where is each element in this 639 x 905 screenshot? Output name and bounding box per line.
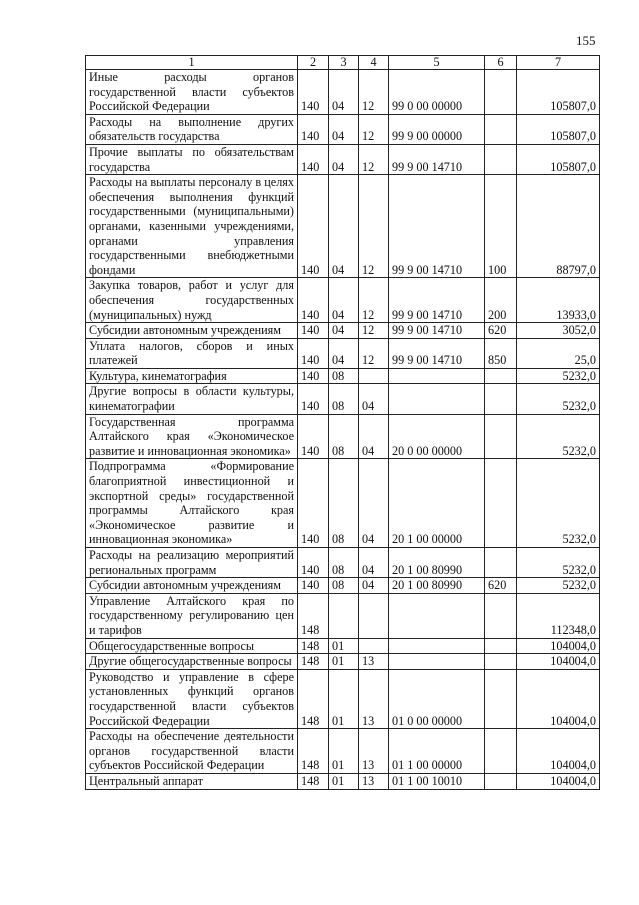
cell-c7: 105807,0 bbox=[517, 144, 600, 174]
cell-c6: 200 bbox=[485, 278, 517, 323]
row-label: Расходы на реализацию мероприятий региональных программ bbox=[86, 548, 298, 578]
cell-c4: 13 bbox=[359, 729, 389, 774]
cell-c4: 13 bbox=[359, 669, 389, 728]
cell-c7: 104004,0 bbox=[517, 638, 600, 654]
column-header: 2 bbox=[298, 56, 329, 70]
table-row bbox=[86, 578, 600, 594]
cell-c3: 04 bbox=[329, 338, 359, 368]
cell-c3: 08 bbox=[329, 384, 359, 414]
cell-c7: 3052,0 bbox=[517, 323, 600, 339]
column-header: 7 bbox=[517, 56, 600, 70]
cell-c7: 13933,0 bbox=[517, 278, 600, 323]
cell-c4: 04 bbox=[359, 414, 389, 459]
column-header: 4 bbox=[359, 56, 389, 70]
cell-c6 bbox=[485, 654, 517, 670]
row-label: Расходы на обеспечение деятельности органов государственной власти субъектов Российской Федерации bbox=[86, 729, 298, 774]
cell-c7: 104004,0 bbox=[517, 669, 600, 728]
cell-c4: 12 bbox=[359, 338, 389, 368]
row-label: Расходы на выполнение других обязательств государства bbox=[86, 114, 298, 144]
cell-c7: 5232,0 bbox=[517, 548, 600, 578]
cell-c3: 04 bbox=[329, 144, 359, 174]
table-row bbox=[86, 729, 600, 774]
cell-c2: 140 bbox=[298, 338, 329, 368]
cell-c3: 08 bbox=[329, 578, 359, 594]
cell-c2: 140 bbox=[298, 578, 329, 594]
table-row bbox=[86, 548, 600, 578]
cell-c2: 148 bbox=[298, 669, 329, 728]
cell-c6 bbox=[485, 773, 517, 789]
cell-c3: 01 bbox=[329, 654, 359, 670]
cell-c7: 104004,0 bbox=[517, 654, 600, 670]
cell-c6 bbox=[485, 414, 517, 459]
row-label: Иные расходы органов государственной власти субъектов Российской Федерации bbox=[86, 70, 298, 115]
cell-c7: 5232,0 bbox=[517, 459, 600, 548]
cell-c5: 99 9 00 14710 bbox=[389, 278, 485, 323]
cell-c6 bbox=[485, 459, 517, 548]
column-header: 5 bbox=[389, 56, 485, 70]
table-row bbox=[86, 654, 600, 670]
cell-c2: 140 bbox=[298, 175, 329, 278]
cell-c3: 01 bbox=[329, 638, 359, 654]
table-row bbox=[86, 459, 600, 548]
row-label: Субсидии автономным учреждениям bbox=[86, 323, 298, 339]
cell-c3: 01 bbox=[329, 729, 359, 774]
row-label: Руководство и управление в сфере установленных функций органов государственной власти субъектов Российской Федерации bbox=[86, 669, 298, 728]
cell-c6 bbox=[485, 593, 517, 638]
cell-c2: 148 bbox=[298, 593, 329, 638]
cell-c5 bbox=[389, 368, 485, 384]
table-row bbox=[86, 638, 600, 654]
cell-c6 bbox=[485, 669, 517, 728]
cell-c6 bbox=[485, 70, 517, 115]
row-label: Государственная программа Алтайского края «Экономическое развитие и инновационная экономика» bbox=[86, 414, 298, 459]
table-row bbox=[86, 338, 600, 368]
cell-c2: 140 bbox=[298, 144, 329, 174]
row-label: Другие вопросы в области культуры, кинематографии bbox=[86, 384, 298, 414]
cell-c4: 04 bbox=[359, 548, 389, 578]
cell-c5 bbox=[389, 638, 485, 654]
cell-c7: 104004,0 bbox=[517, 729, 600, 774]
cell-c5: 20 1 00 80990 bbox=[389, 578, 485, 594]
cell-c7: 5232,0 bbox=[517, 578, 600, 594]
cell-c2: 140 bbox=[298, 414, 329, 459]
cell-c3: 04 bbox=[329, 175, 359, 278]
cell-c2: 148 bbox=[298, 773, 329, 789]
cell-c6: 620 bbox=[485, 323, 517, 339]
table-row bbox=[86, 278, 600, 323]
table-row bbox=[86, 175, 600, 278]
cell-c4: 12 bbox=[359, 144, 389, 174]
cell-c5: 99 0 00 00000 bbox=[389, 70, 485, 115]
cell-c7: 5232,0 bbox=[517, 414, 600, 459]
cell-c4: 04 bbox=[359, 459, 389, 548]
cell-c2: 148 bbox=[298, 638, 329, 654]
table-row bbox=[86, 773, 600, 789]
cell-c7: 5232,0 bbox=[517, 384, 600, 414]
cell-c6 bbox=[485, 638, 517, 654]
cell-c7: 104004,0 bbox=[517, 773, 600, 789]
cell-c7: 105807,0 bbox=[517, 114, 600, 144]
table-row bbox=[86, 323, 600, 339]
row-label: Другие общегосударственные вопросы bbox=[86, 654, 298, 670]
column-header: 3 bbox=[329, 56, 359, 70]
row-label: Прочие выплаты по обязательствам государства bbox=[86, 144, 298, 174]
cell-c2: 140 bbox=[298, 70, 329, 115]
table-row bbox=[86, 669, 600, 728]
cell-c5 bbox=[389, 384, 485, 414]
cell-c3 bbox=[329, 593, 359, 638]
cell-c2: 140 bbox=[298, 278, 329, 323]
row-label: Культура, кинематография bbox=[86, 368, 298, 384]
cell-c4: 12 bbox=[359, 70, 389, 115]
cell-c3: 01 bbox=[329, 773, 359, 789]
cell-c4: 12 bbox=[359, 323, 389, 339]
cell-c5: 20 0 00 00000 bbox=[389, 414, 485, 459]
cell-c3: 04 bbox=[329, 278, 359, 323]
cell-c6 bbox=[485, 729, 517, 774]
cell-c6 bbox=[485, 384, 517, 414]
cell-c2: 140 bbox=[298, 384, 329, 414]
cell-c5: 20 1 00 00000 bbox=[389, 459, 485, 548]
cell-c4: 12 bbox=[359, 175, 389, 278]
cell-c6 bbox=[485, 368, 517, 384]
cell-c5: 01 1 00 00000 bbox=[389, 729, 485, 774]
row-label: Общегосударственные вопросы bbox=[86, 638, 298, 654]
cell-c4 bbox=[359, 593, 389, 638]
cell-c5 bbox=[389, 593, 485, 638]
cell-c6 bbox=[485, 144, 517, 174]
row-label: Уплата налогов, сборов и иных платежей bbox=[86, 338, 298, 368]
table-row bbox=[86, 368, 600, 384]
cell-c2: 140 bbox=[298, 548, 329, 578]
table-row bbox=[86, 384, 600, 414]
cell-c2: 140 bbox=[298, 459, 329, 548]
cell-c5: 20 1 00 80990 bbox=[389, 548, 485, 578]
table-row bbox=[86, 414, 600, 459]
column-header: 1 bbox=[86, 56, 298, 70]
cell-c5 bbox=[389, 654, 485, 670]
row-label: Закупка товаров, работ и услуг для обеспечения государственных (муниципальных) нужд bbox=[86, 278, 298, 323]
row-label: Подпрограмма «Формирование благоприятной инвестиционной и экспортной среды» государственной программы Алтайского края «Экономическое развитие и инновационная экономика» bbox=[86, 459, 298, 548]
cell-c2: 148 bbox=[298, 654, 329, 670]
cell-c5: 01 1 00 10010 bbox=[389, 773, 485, 789]
cell-c3: 04 bbox=[329, 70, 359, 115]
cell-c7: 105807,0 bbox=[517, 70, 600, 115]
cell-c5: 99 9 00 14710 bbox=[389, 323, 485, 339]
table-row bbox=[86, 593, 600, 638]
cell-c6 bbox=[485, 548, 517, 578]
budget-table bbox=[85, 55, 600, 790]
cell-c6: 850 bbox=[485, 338, 517, 368]
cell-c7: 88797,0 bbox=[517, 175, 600, 278]
cell-c4: 04 bbox=[359, 384, 389, 414]
cell-c2: 140 bbox=[298, 368, 329, 384]
cell-c2: 140 bbox=[298, 323, 329, 339]
cell-c4 bbox=[359, 368, 389, 384]
cell-c6 bbox=[485, 114, 517, 144]
cell-c6: 620 bbox=[485, 578, 517, 594]
row-label: Субсидии автономным учреждениям bbox=[86, 578, 298, 594]
cell-c5: 99 9 00 14710 bbox=[389, 338, 485, 368]
cell-c4: 12 bbox=[359, 114, 389, 144]
table-header-row bbox=[86, 56, 600, 70]
cell-c3: 04 bbox=[329, 114, 359, 144]
cell-c4: 04 bbox=[359, 578, 389, 594]
cell-c3: 08 bbox=[329, 548, 359, 578]
cell-c6: 100 bbox=[485, 175, 517, 278]
cell-c5: 01 0 00 00000 bbox=[389, 669, 485, 728]
cell-c4: 12 bbox=[359, 278, 389, 323]
cell-c5: 99 9 00 14710 bbox=[389, 175, 485, 278]
row-label: Управление Алтайского края по государственному регулированию цен и тарифов bbox=[86, 593, 298, 638]
cell-c3: 08 bbox=[329, 368, 359, 384]
page-number: 155 bbox=[576, 33, 596, 48]
row-label: Расходы на выплаты персоналу в целях обеспечения выполнения функций государственными (муниципальными) органами, казенными учреждениями, органами управления государственными внебюджетными фондами bbox=[86, 175, 298, 278]
cell-c3: 04 bbox=[329, 323, 359, 339]
cell-c3: 01 bbox=[329, 669, 359, 728]
cell-c4: 13 bbox=[359, 654, 389, 670]
row-label: Центральный аппарат bbox=[86, 773, 298, 789]
cell-c3: 08 bbox=[329, 459, 359, 548]
cell-c5: 99 9 00 14710 bbox=[389, 144, 485, 174]
table-row bbox=[86, 70, 600, 115]
table-row bbox=[86, 114, 600, 144]
cell-c7: 5232,0 bbox=[517, 368, 600, 384]
cell-c4: 13 bbox=[359, 773, 389, 789]
cell-c7: 112348,0 bbox=[517, 593, 600, 638]
cell-c5: 99 9 00 00000 bbox=[389, 114, 485, 144]
cell-c3: 08 bbox=[329, 414, 359, 459]
cell-c2: 140 bbox=[298, 114, 329, 144]
cell-c2: 148 bbox=[298, 729, 329, 774]
column-header: 6 bbox=[485, 56, 517, 70]
table-row bbox=[86, 144, 600, 174]
cell-c4 bbox=[359, 638, 389, 654]
cell-c7: 25,0 bbox=[517, 338, 600, 368]
